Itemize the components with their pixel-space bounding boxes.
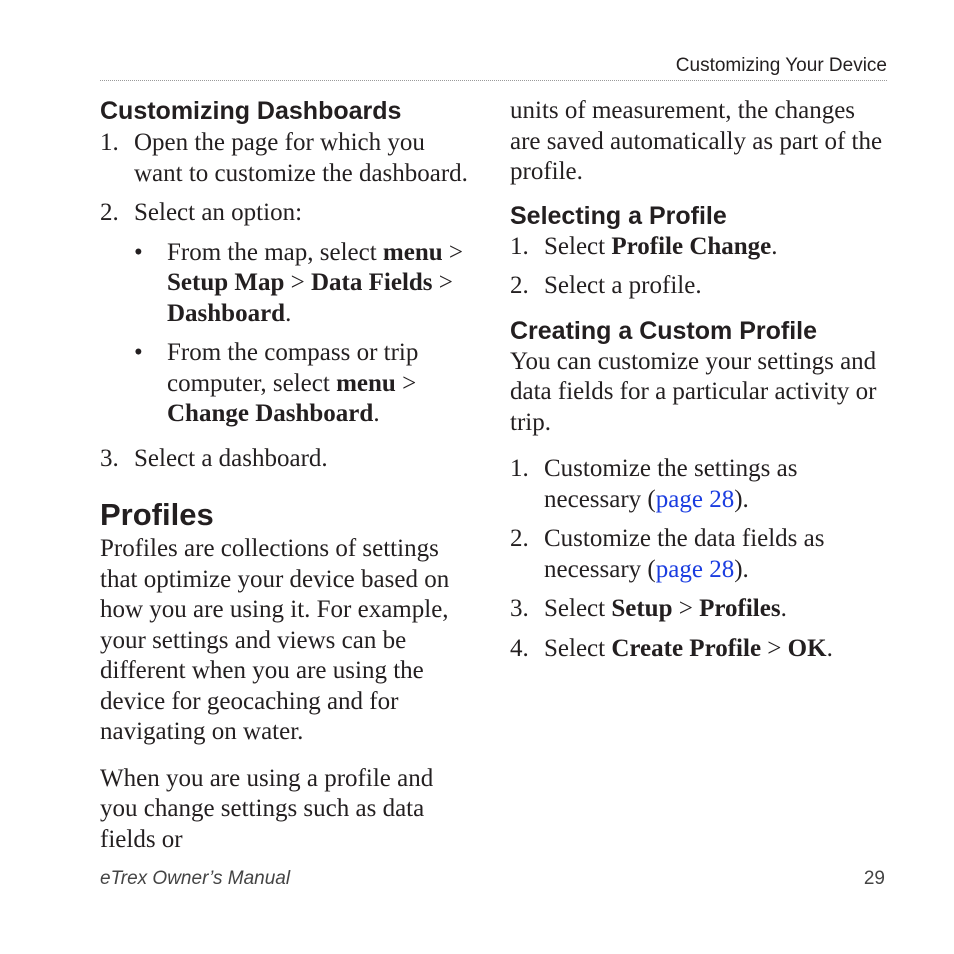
select-step-2 [510,271,890,302]
select-step-1 [510,232,890,263]
step-text: Select [544,634,612,662]
footer-manual-title: eTrex Owner’s Manual [100,868,291,889]
step-text: Select a dashboard. [134,444,328,472]
separator: > [672,595,700,622]
dashboard-step-1 [100,128,470,189]
page-28-link[interactable]: page 28 [655,555,735,583]
left-column [100,96,470,855]
heading-customizing-dashboards: Customizing Dashboards [100,97,402,125]
create-step-1 [510,454,890,515]
step-number: 1. [510,232,529,260]
heading-selecting-profile: Selecting a Profile [510,201,727,230]
step-text: Select [544,232,612,260]
menu-key: menu [382,238,443,266]
period: . [373,400,380,427]
step-text: Select [544,595,612,622]
dashboard-option: Dashboard [167,299,286,327]
create-step-2 [510,524,890,585]
create-step-3 [510,594,890,625]
setup-map-option: Setup Map [167,269,285,296]
step-text: Customize the settings as necessary ( [544,455,798,513]
period: . [771,232,778,260]
dashboard-step-3 [100,444,470,475]
dashboard-step-2 [100,198,470,229]
running-header: Customizing Your Device [675,55,887,76]
step-number: 4. [510,634,529,662]
step-text: Open the page for which you want to customize the dashboard. [134,129,468,187]
period: . [780,595,787,622]
change-dashboard-option: Change Dashboard [167,400,374,427]
step-text: Select an option: [134,199,303,226]
footer-page-number: 29 [863,868,885,889]
step-number: 3. [100,444,119,472]
separator: > [284,269,311,296]
step-number: 3. [510,595,529,622]
heading-profiles: Profiles [100,497,214,532]
data-fields-option: Data Fields [311,269,433,296]
bullet-text: From the map, select [167,238,383,266]
period: . [285,299,292,327]
step-text: Select a profile. [544,272,702,299]
step-number: 2. [510,525,529,552]
profiles-paragraph-1: Profiles are collections of settings that optimize your device based on how you are using it. For example, your settings and views can be different when you are using the device for geocaching and for navigating on water. [100,535,450,745]
bullet-icon: • [134,339,143,366]
header-rule [100,80,887,81]
continued-paragraph: units of measurement, the changes are saved automatically as part of the profile. [510,97,883,185]
separator: > [432,269,453,296]
separator: > [442,238,464,266]
right-column [510,96,890,664]
bullet-icon: • [134,238,143,266]
separator: > [761,634,788,662]
step-text-end: ). [734,485,749,513]
option-bullet-compass [100,338,470,430]
setup-option: Setup [611,595,673,622]
period: . [826,634,833,662]
step-text-end: ). [734,555,749,583]
step-number: 2. [510,272,529,299]
heading-creating-custom-profile: Creating a Custom Profile [510,316,817,345]
profiles-option: Profiles [699,595,781,622]
page-28-link[interactable]: page 28 [655,485,735,513]
create-profile-option: Create Profile [611,634,762,662]
step-number: 2. [100,199,119,226]
ok-option: OK [787,634,827,662]
step-number: 1. [510,455,529,482]
menu-key: menu [336,369,396,397]
profile-change-option: Profile Change [611,232,772,260]
create-intro-paragraph: You can customize your settings and data fields for a particular activity or trip. [510,347,877,436]
step-text: Customize the data fields as necessary ( [544,525,825,583]
option-bullet-map [100,238,470,330]
profiles-paragraph-2: When you are using a profile and you change settings such as data fields or [100,764,434,853]
step-number: 1. [100,129,119,156]
separator: > [395,369,417,397]
bullet-text: From the compass or trip computer, select [167,339,419,397]
create-step-4 [510,634,890,665]
